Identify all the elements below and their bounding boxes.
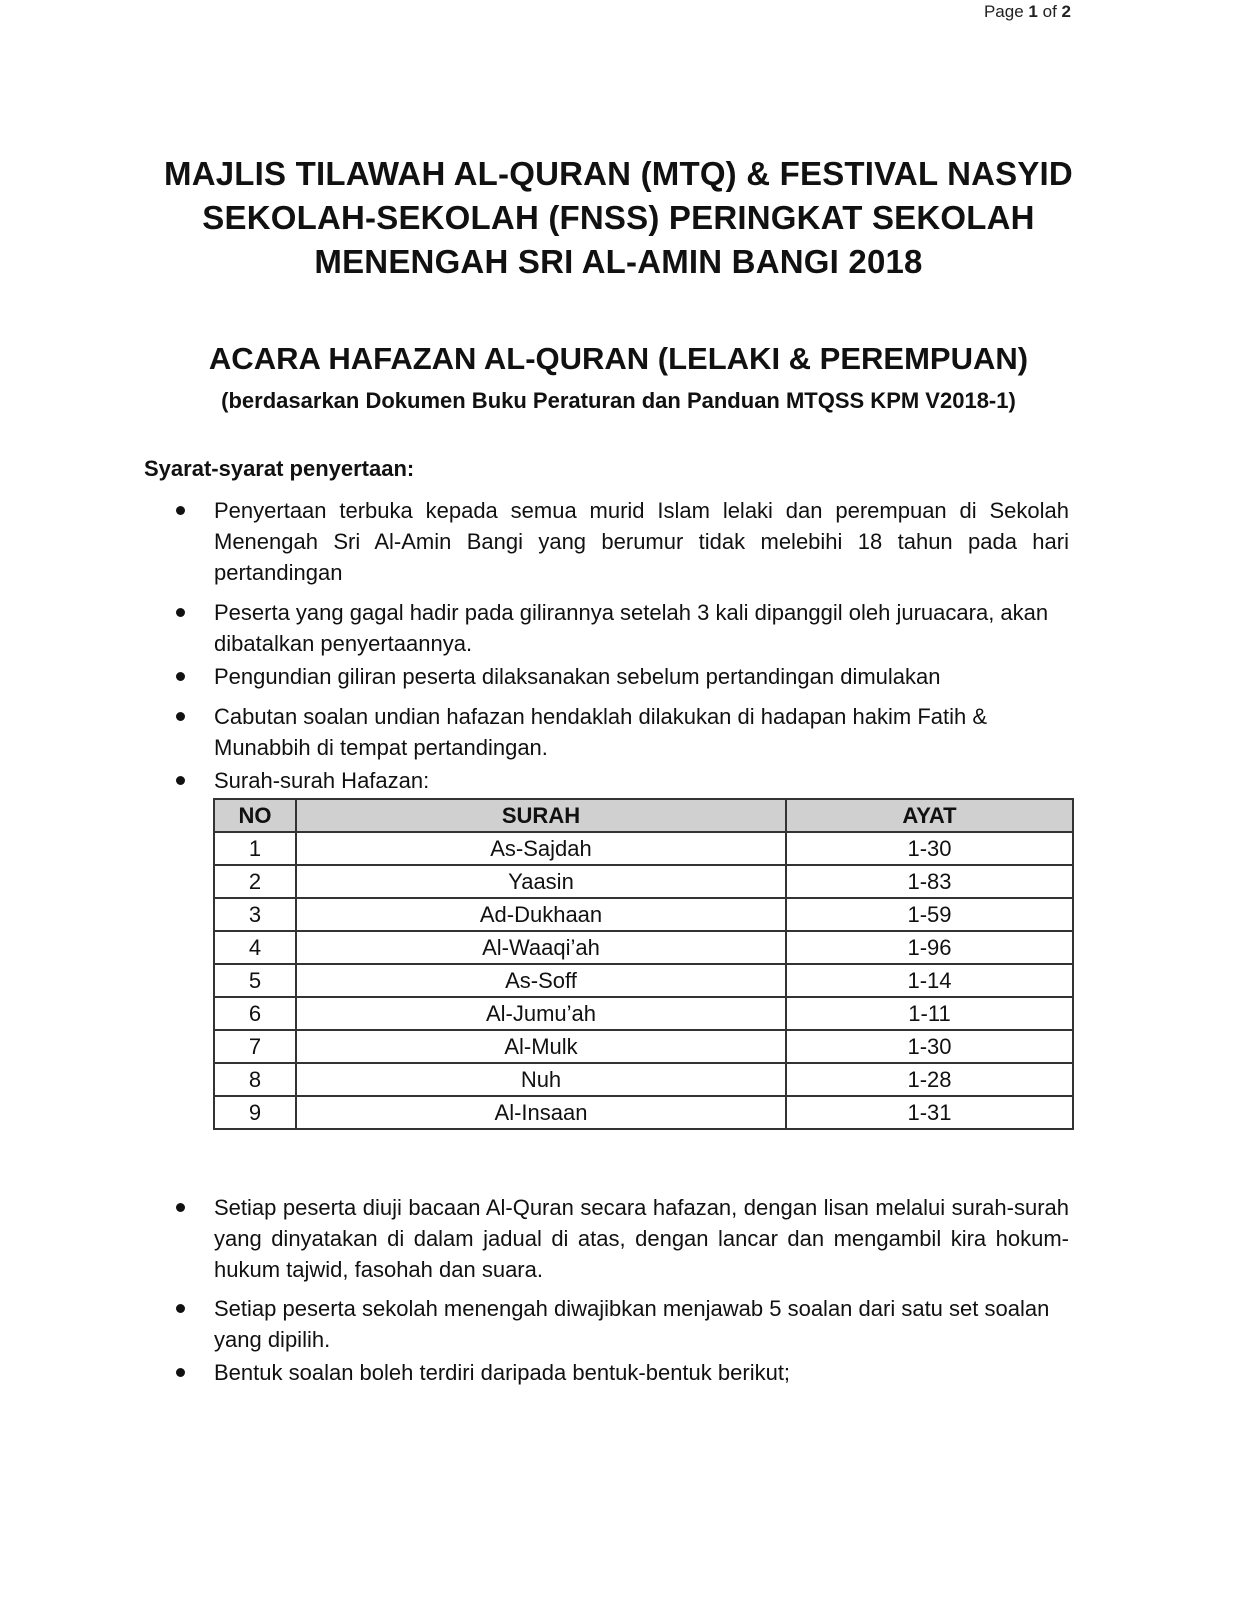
cell-no: 6 [214,997,296,1030]
document-title [100,152,1137,284]
list-item [176,1293,1069,1355]
cell-ayat: 1-11 [786,997,1073,1030]
bullet-icon [176,776,185,785]
table-row [214,931,1073,964]
list-item [176,765,1069,796]
table-row [214,832,1073,865]
table-row [214,997,1073,1030]
cell-surah: Al-Mulk [296,1030,786,1063]
column-header-ayat: AYAT [786,799,1073,832]
list-item [176,495,1069,588]
column-header-no: NO [214,799,296,832]
event-subtitle: (berdasarkan Dokumen Buku Peraturan dan Panduan MTQSS KPM V2018-1) [221,388,1016,413]
column-header-surah: SURAH [296,799,786,832]
page-number-current: 1 [1028,2,1038,21]
list-item [176,1357,1069,1388]
list-item-text: Setiap peserta sekolah menengah diwajibkan menjawab 5 soalan dari satu set soalan yang dipilih. [214,1296,1050,1352]
cell-surah: Nuh [296,1063,786,1096]
event-title: ACARA HAFAZAN AL-QURAN (LELAKI & PEREMPUAN) [208,341,1029,376]
list-item [176,701,1069,763]
surah-table [213,798,1074,1130]
cell-surah: Al-Jumu’ah [296,997,786,1030]
title-line-3: MENENGAH SRI AL-AMIN BANGI 2018 [314,243,923,280]
bullet-icon [176,506,185,515]
section-heading: Syarat-syarat penyertaan: [144,456,415,481]
cell-ayat: 1-31 [786,1096,1073,1129]
bullet-icon [176,672,185,681]
list-item-text: Surah-surah Hafazan: [214,768,430,793]
list-item-text: Penyertaan terbuka kepada semua murid Islam lelaki dan perempuan di Sekolah Menengah Sri Al-Amin Bangi yang berumur tidak melebihi 18 tahun pada hari pertandingan [214,498,1069,585]
bullet-icon [176,1203,185,1212]
table-header-row [214,799,1073,832]
list-item-text: Cabutan soalan undian hafazan hendaklah dilakukan di hadapan hakim Fatih & Munabbih di tempat pertandingan. [214,704,988,760]
bullet-icon [176,712,185,721]
table-row [214,865,1073,898]
cell-no: 2 [214,865,296,898]
cell-ayat: 1-30 [786,832,1073,865]
cell-no: 5 [214,964,296,997]
cell-ayat: 1-28 [786,1063,1073,1096]
cell-no: 4 [214,931,296,964]
cell-ayat: 1-96 [786,931,1073,964]
table-row [214,1030,1073,1063]
table-row [214,1063,1073,1096]
title-line-2: SEKOLAH-SEKOLAH (FNSS) PERINGKAT SEKOLAH [202,199,1035,236]
cell-surah: As-Sajdah [296,832,786,865]
list-item-text: Setiap peserta diuji bacaan Al-Quran secara hafazan, dengan lisan melalui surah-surah yang dinyatakan di dalam jadual di atas, dengan lancar dan mengambil kira hokum-hukum tajwid, fasohah dan suara. [214,1195,1069,1282]
bullet-icon [176,1368,185,1377]
page-number-prefix: Page [983,2,1024,21]
cell-surah: Yaasin [296,865,786,898]
bullet-icon [176,608,185,617]
cell-surah: Al-Insaan [296,1096,786,1129]
list-item [176,597,1069,659]
cell-no: 1 [214,832,296,865]
cell-no: 8 [214,1063,296,1096]
cell-ayat: 1-14 [786,964,1073,997]
title-line-1: MAJLIS TILAWAH AL-QURAN (MTQ) & FESTIVAL NASYID [164,155,1073,192]
table-row [214,964,1073,997]
cell-ayat: 1-83 [786,865,1073,898]
page-number-total: 2 [1061,2,1071,21]
cell-no: 9 [214,1096,296,1129]
list-item-text: Peserta yang gagal hadir pada gilirannya setelah 3 kali dipanggil oleh juruacara, akan dibatalkan penyertaannya. [214,600,1049,656]
table-row [214,1096,1073,1129]
list-item-text: Pengundian giliran peserta dilaksanakan sebelum pertandingan dimulakan [214,664,941,689]
cell-ayat: 1-30 [786,1030,1073,1063]
page-number-of: of [1042,2,1057,21]
cell-surah: Ad-Dukhaan [296,898,786,931]
cell-no: 7 [214,1030,296,1063]
list-item-text: Bentuk soalan boleh terdiri daripada bentuk-bentuk berikut; [214,1360,791,1385]
bullet-icon [176,1304,185,1313]
cell-ayat: 1-59 [786,898,1073,931]
list-item [176,1192,1069,1285]
cell-surah: Al-Waaqi’ah [296,931,786,964]
table-row [214,898,1073,931]
page-number [984,2,1071,22]
cell-no: 3 [214,898,296,931]
cell-surah: As-Soff [296,964,786,997]
list-item [176,661,1069,692]
